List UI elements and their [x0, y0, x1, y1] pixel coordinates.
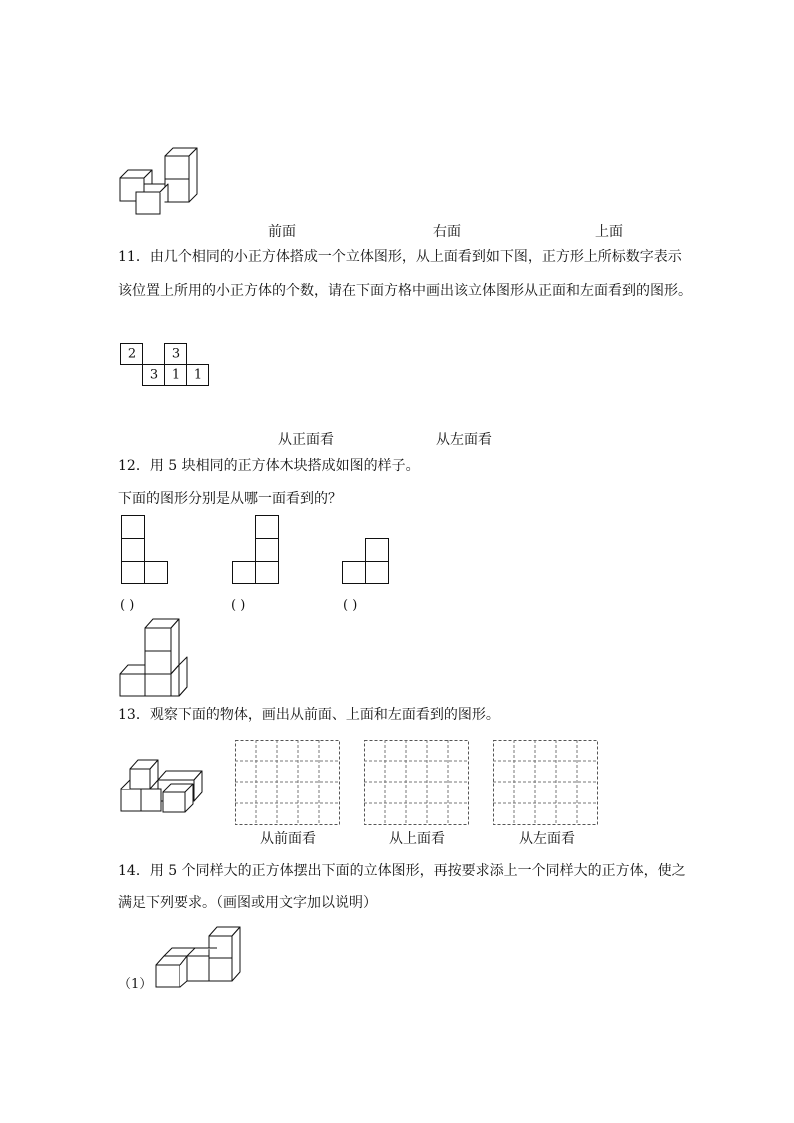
q12-text-line1: 12．用 5 块相同的正方体木块搭成如图的样子。 — [118, 458, 420, 474]
q14-cube-structure — [154, 924, 244, 990]
q13-grid-top[interactable] — [364, 740, 470, 826]
q10-label-right: 右面 — [433, 224, 461, 240]
q13-label-front: 从前面看 — [260, 831, 316, 847]
q13-cube-object — [118, 752, 208, 816]
q13-label-top: 从上面看 — [389, 831, 445, 847]
q13-grid-left[interactable] — [493, 740, 599, 826]
q11-text-line2: 该位置上所用的小正方体的个数，请在下面方格中画出该立体图形从正面和左面看到的图形。 — [118, 283, 692, 299]
q12-text-line2: 下面的图形分别是从哪一面看到的？ — [118, 491, 342, 507]
q11-label-left-view: 从左面看 — [436, 432, 492, 448]
q12-view-shape-1 — [121, 515, 169, 585]
q14-text-line1: 14．用 5 个同样大的正方体摆出下面的立体图形，再按要求添上一个同样大的正方体，使之 — [118, 863, 686, 879]
q10-label-top: 上面 — [595, 224, 623, 240]
q12-view-shape-3 — [342, 538, 390, 585]
q13-text-line1: 13．观察下面的物体，画出从前面、上面和左面看到的图形。 — [118, 707, 500, 723]
q12-cube-structure — [118, 617, 190, 699]
q11-cell-number: 1 — [171, 367, 181, 383]
q11-cell-number: 3 — [171, 346, 181, 362]
q12-answer-blank-2[interactable]: ( ) — [231, 598, 246, 613]
q11-label-front-view: 从正面看 — [278, 432, 334, 448]
q10-label-front: 前面 — [268, 224, 296, 240]
q11-text-line1: 11．由几个相同的小正方体搭成一个立体图形，从上面看到如下图，正方形上所标数字表示 — [118, 249, 682, 265]
q14-part1-label: （1） — [118, 977, 153, 992]
q11-cell-number: 2 — [127, 346, 137, 362]
q12-answer-blank-1[interactable]: ( ) — [120, 598, 135, 613]
q10-cube-figure — [115, 142, 205, 214]
q12-answer-blank-3[interactable]: ( ) — [343, 598, 358, 613]
q11-cell-number: 1 — [193, 367, 203, 383]
q11-cell-number: 3 — [149, 367, 159, 383]
q13-grid-front[interactable] — [235, 740, 341, 826]
q12-view-shape-2 — [232, 515, 280, 585]
q14-text-line2: 满足下列要求。（画图或用文字加以说明） — [118, 895, 377, 911]
q11-top-view-grid — [120, 343, 210, 387]
q13-label-left: 从左面看 — [519, 831, 575, 847]
